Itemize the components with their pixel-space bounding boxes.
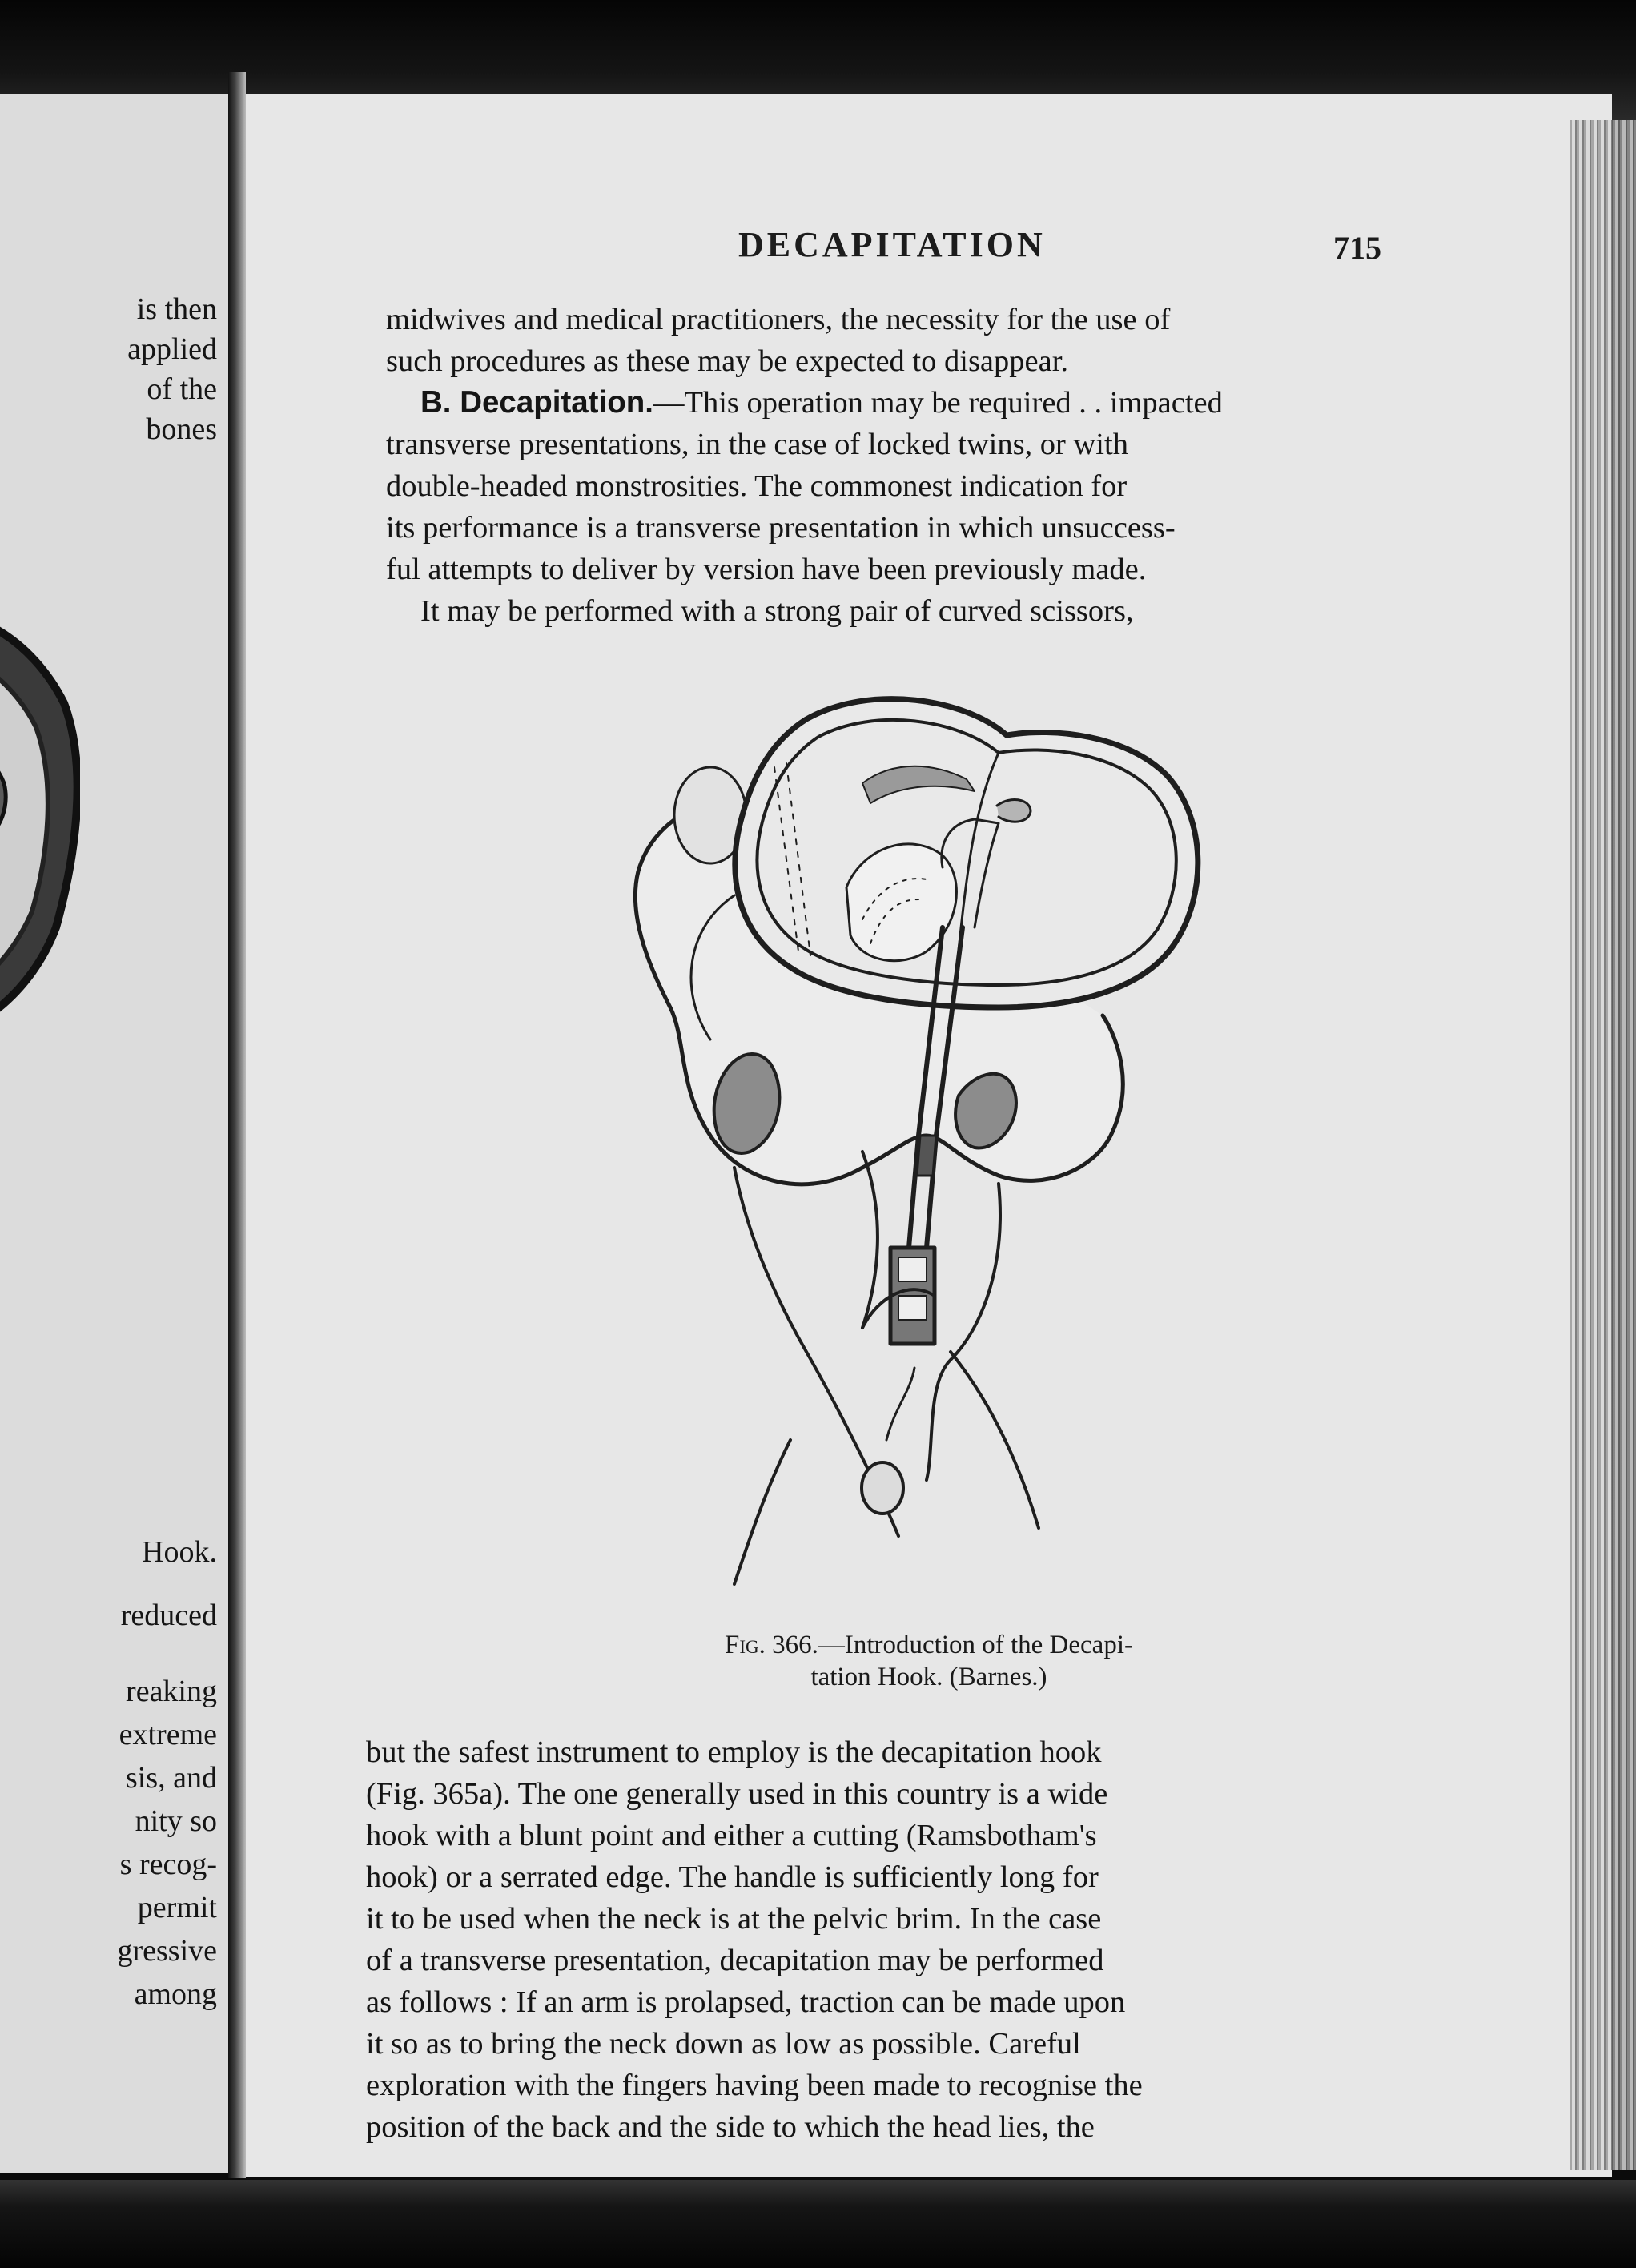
left-page-line: Hook. <box>142 1535 217 1569</box>
body-line: but the safest instrument to employ is the decapitation hook <box>366 1735 1102 1769</box>
body-line: position of the back and the side to which the head lies, the <box>366 2110 1095 2144</box>
body-line: hook) or a serrated edge. The handle is sufficiently long for <box>366 1860 1099 1894</box>
figure-caption-line-2: tation Hook. (Barnes.) <box>810 1663 1047 1691</box>
page-edge-stack <box>1570 120 1636 2170</box>
left-page-line: extreme <box>119 1718 217 1751</box>
left-page-line: of the <box>147 372 217 406</box>
body-line: (Fig. 365a). The one generally used in this country is a wide <box>366 1777 1108 1811</box>
section-heading-line <box>420 382 1223 424</box>
body-line: as follows : If an arm is prolapsed, traction can be made upon <box>366 1985 1126 2019</box>
body-line: exploration with the fingers having been made to recognise the <box>366 2069 1143 2102</box>
right-page <box>246 94 1612 2177</box>
left-page-line: bones <box>146 412 217 446</box>
body-text: —This operation may be required . . impacted <box>653 386 1223 420</box>
book-gutter <box>228 72 246 2178</box>
body-line: it so as to bring the neck down as low as possible. Careful <box>366 2027 1081 2061</box>
figure-caption-text: —Introduction of the Decapi- <box>818 1631 1133 1659</box>
left-page-line: reaking <box>126 1675 217 1708</box>
body-line: midwives and medical practitioners, the necessity for the use of <box>386 303 1171 336</box>
body-line: double-headed monstrosities. The commonest indication for <box>386 469 1128 503</box>
left-page-line: reduced <box>120 1598 217 1632</box>
page-number: 715 <box>1333 230 1381 266</box>
section-heading: B. Decapitation. <box>420 385 653 420</box>
figure-label: Fig. 366. <box>725 1631 818 1659</box>
body-line: ful attempts to deliver by version have been previously made. <box>386 553 1147 586</box>
left-page-line: is then <box>136 292 217 326</box>
left-page-line: applied <box>127 332 217 366</box>
figure-caption-line-1 <box>246 1631 1612 1660</box>
body-line: such procedures as these may be expected to disappear. <box>386 344 1069 378</box>
left-page-line: among <box>134 1977 217 2011</box>
running-head: DECAPITATION <box>738 225 1046 264</box>
body-line: its performance is a transverse presentation in which unsuccess- <box>386 511 1176 545</box>
body-line: of a transverse presentation, decapitation may be performed <box>366 1944 1104 1977</box>
body-line: It may be performed with a strong pair of curved scissors, <box>420 594 1134 628</box>
left-facing-page <box>0 94 228 2173</box>
scan-border-bottom <box>0 2180 1636 2268</box>
left-page-line: gressive <box>117 1934 217 1968</box>
left-page-line: nity so <box>135 1804 217 1838</box>
left-page-illustration-fragment <box>0 591 80 1056</box>
left-page-line: s recog- <box>119 1848 217 1881</box>
body-line: it to be used when the neck is at the pelvic brim. In the case <box>366 1902 1102 1936</box>
left-page-line: permit <box>137 1891 217 1924</box>
left-page-line: sis, and <box>126 1761 217 1795</box>
body-line: hook with a blunt point and either a cutting (Ramsbotham's <box>366 1819 1097 1852</box>
decapitation-hook-illustration <box>622 687 1231 1624</box>
body-line: transverse presentations, in the case of locked twins, or with <box>386 428 1128 461</box>
